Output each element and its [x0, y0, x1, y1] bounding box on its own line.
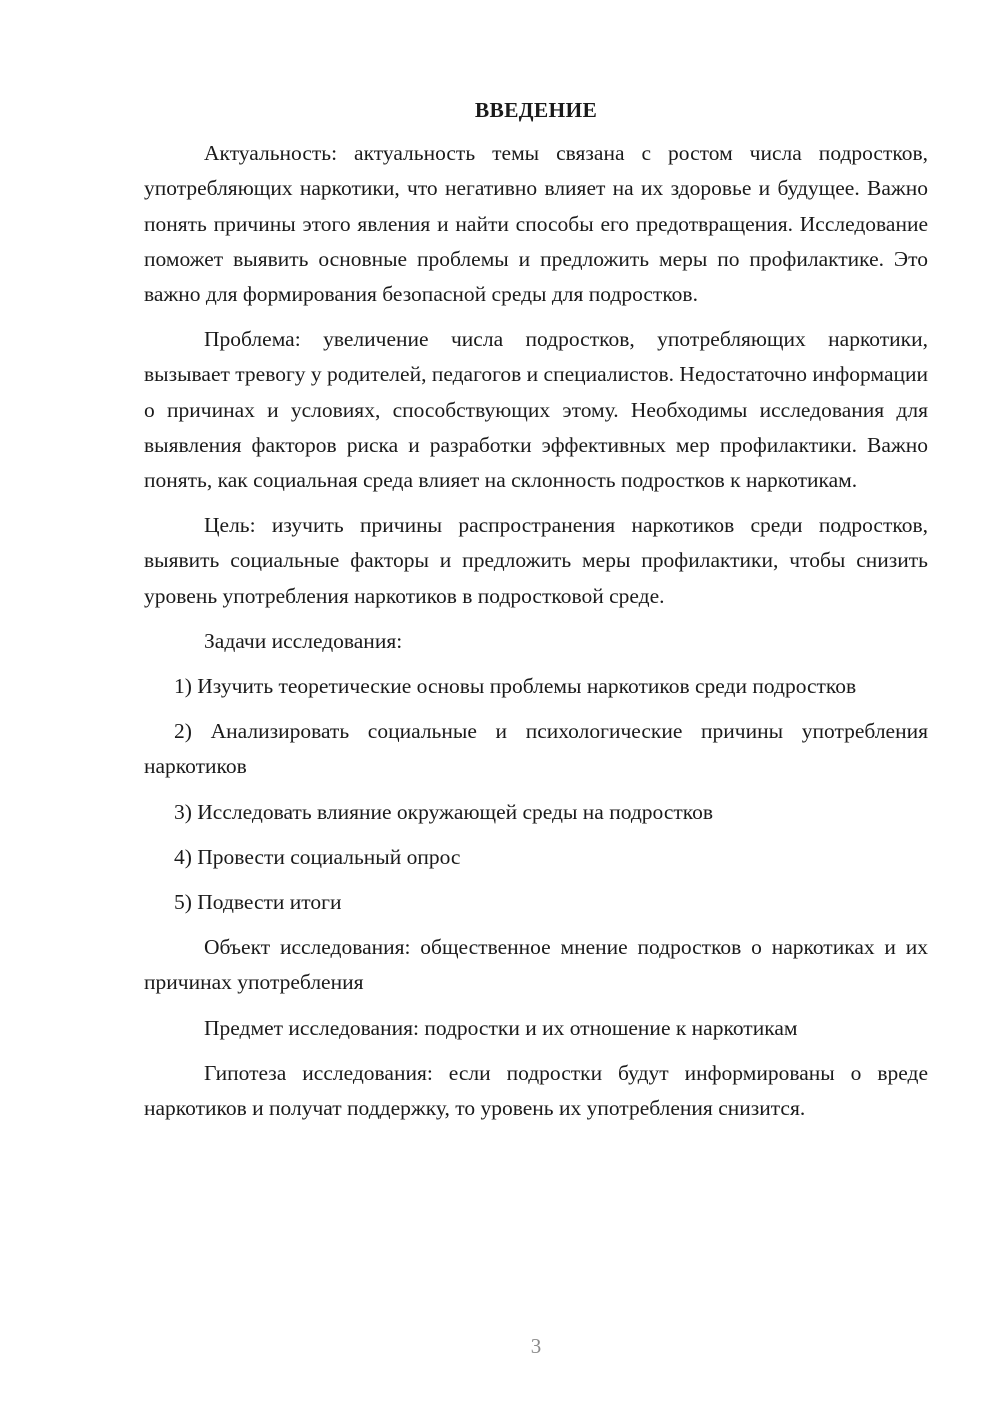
- page-number: 3: [530, 1334, 542, 1358]
- task-item-1: 1) Изучить теоретические основы проблемы наркотиков среди подростков: [174, 674, 857, 699]
- task-item-5: 5) Подвести итоги: [174, 890, 342, 915]
- tasks-heading: Задачи исследования:: [204, 628, 403, 653]
- goal-paragraph: Цель: изучить причины распространения наркотиков среди подростков, выявить социальные факторы и предложить меры профилактики, чтобы снизить уровень употребления наркотиков в подростковой среде.: [144, 513, 928, 608]
- research-subject-paragraph: Предмет исследования: подростки и их отношение к наркотикам: [204, 1015, 798, 1040]
- relevance-paragraph: Актуальность: актуальность темы связана с ростом числа подростков, употребляющих наркотики, что негативно влияет на их здоровье и будущее. Важно понять причины этого явления и найти способы его предотвращения. Исследование поможет выявить основные проблемы и предложить меры по профилактике. Это важно для формирования безопасной среды для подростков.: [144, 141, 928, 307]
- problem-paragraph: Проблема: увеличение числа подростков, употребляющих наркотики, вызывает тревогу у родителей, педагогов и специалистов. Недостаточно информации о причинах и условиях, способствующих этому. Необходимы исследования для выявления факторов риска и разработки эффективных мер профилактики. Важно понять, как социальная среда влияет на склонность подростков к наркотикам.: [144, 327, 929, 493]
- task-item-3: 3) Исследовать влияние окружающей среды на подростков: [174, 799, 714, 824]
- hypothesis-paragraph: Гипотеза исследования: если подростки будут информированы о вреде наркотиков и получат поддержку, то уровень их употребления снизится.: [144, 1060, 928, 1121]
- task-item-2: 2) Анализировать социальные и психологические причины употребления наркотиков: [144, 719, 928, 779]
- task-item-4: 4) Провести социальный опрос: [174, 844, 461, 869]
- document-body: [144, 93, 928, 1136]
- section-title: ВВЕДЕНИЕ: [474, 98, 598, 122]
- research-object-paragraph: Объект исследования: общественное мнение подростков о наркотиках и их причинах употребления: [144, 935, 928, 995]
